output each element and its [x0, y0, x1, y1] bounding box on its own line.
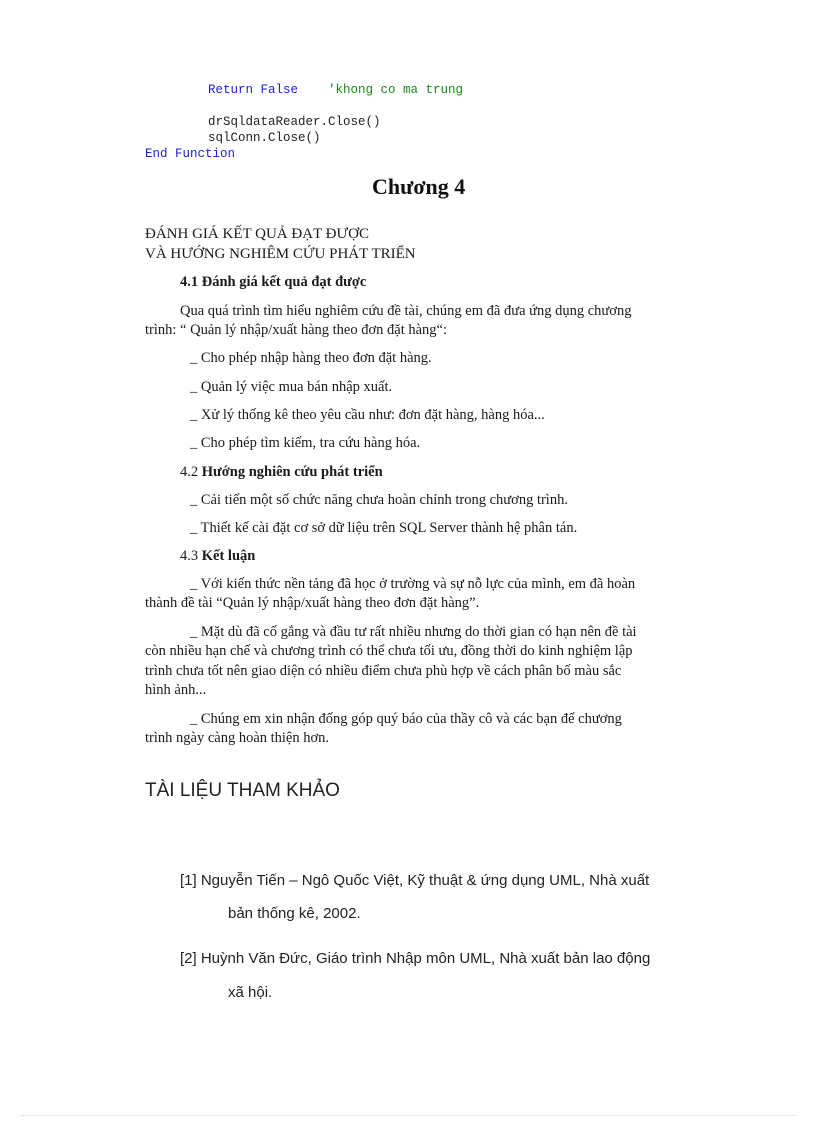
section-4-1-title: 4.1 Đánh giá kết quả đạt được — [180, 274, 367, 290]
code-keyword: Return False — [208, 83, 299, 97]
section-4-2-bullet: _ Thiết kế cài đặt cơ sở dữ liệu trên SQL Server thành hệ phân tán. — [190, 520, 578, 536]
code-line-end-function: End Function — [145, 147, 236, 161]
page-bottom-divider — [20, 1115, 796, 1116]
code-line-conn-close: sqlConn.Close() — [208, 131, 321, 145]
section-4-3-paragraph1-line2: thành đề tài “Quản lý nhập/xuất hàng theo đơn đặt hàng”. — [145, 595, 480, 611]
section-4-1-bullet: _ Quản lý việc mua bán nhập xuất. — [190, 379, 393, 395]
section-4-1-bullet: _ Cho phép nhập hàng theo đơn đặt hàng. — [190, 350, 432, 366]
section-4-2-title-text: Hướng nghiên cứu phát triển — [201, 464, 383, 480]
code-line-return — [208, 83, 463, 97]
chapter-title: Chương 4 — [372, 174, 466, 199]
section-4-3-paragraph3-line1: _ Chúng em xin nhận đống góp quý báo của thầy cô và các bạn để chương — [190, 711, 622, 727]
reference-2-line2: xã hội. — [228, 984, 273, 1001]
section-4-1-bullet: _ Cho phép tìm kiếm, tra cứu hàng hóa. — [190, 435, 421, 451]
section-4-1-intro-line1: Qua quá trình tìm hiểu nghiêm cứu đề tài, chúng em đã đưa ứng dụng chương — [180, 303, 632, 319]
section-4-3-paragraph2-line1: _ Mặt dù đã cố gắng và đầu tư rất nhiều nhưng do thời gian có hạn nên đề tài — [190, 624, 637, 640]
code-comment: 'khong co ma trung — [328, 83, 464, 97]
section-4-3-number: 4.3 — [180, 548, 202, 564]
section-4-2-number: 4.2 — [180, 464, 202, 480]
section-4-3-paragraph1-line1: _ Với kiến thức nền tảng đã học ở trường và sự nỗ lực của mình, em đã hoàn — [190, 576, 636, 592]
section-4-3-title-text: Kết luận — [201, 548, 256, 564]
reference-2-line1: [2] Huỳnh Văn Đức, Giáo trình Nhập môn UML, Nhà xuất bản lao động — [180, 950, 651, 967]
chapter-heading-line1: ĐÁNH GIÁ KẾT QUẢ ĐẠT ĐƯỢC — [145, 226, 369, 242]
reference-1-line2: bản thống kê, 2002. — [228, 905, 361, 922]
chapter-heading-line2: VÀ HƯỚNG NGHIÊM CỨU PHÁT TRIỂN — [145, 246, 416, 262]
section-4-2-title — [180, 464, 383, 481]
section-4-1-intro-line2: trình: “ Quản lý nhập/xuất hàng theo đơn đặt hàng“: — [145, 322, 448, 338]
section-4-1-bullet: _ Xử lý thống kê theo yêu cầu như: đơn đặt hàng, hàng hóa... — [190, 407, 545, 423]
section-4-3-paragraph3-line2: trình ngày càng hoàn thiện hơn. — [145, 730, 330, 746]
code-line-reader-close: drSqldataReader.Close() — [208, 115, 381, 129]
reference-1-line1: [1] Nguyễn Tiến – Ngô Quốc Việt, Kỹ thuật & ứng dụng UML, Nhà xuất — [180, 872, 650, 889]
section-4-3-paragraph2-line3: trình chưa tốt nên giao diện có nhiều điểm chưa phù hợp về cách phân bố màu sắc — [145, 663, 622, 679]
references-title: TÀI LIỆU THAM KHẢO — [145, 780, 340, 801]
section-4-3-title — [180, 548, 255, 565]
section-4-3-paragraph2-line2: còn nhiều hạn chế và chương trình có thể chưa tối ưu, đồng thời do kinh nghiệm lập — [145, 643, 633, 659]
section-4-2-bullet: _ Cải tiến một số chức năng chưa hoàn chỉnh trong chương trình. — [190, 492, 568, 508]
section-4-3-paragraph2-line4: hình ảnh... — [145, 682, 207, 698]
